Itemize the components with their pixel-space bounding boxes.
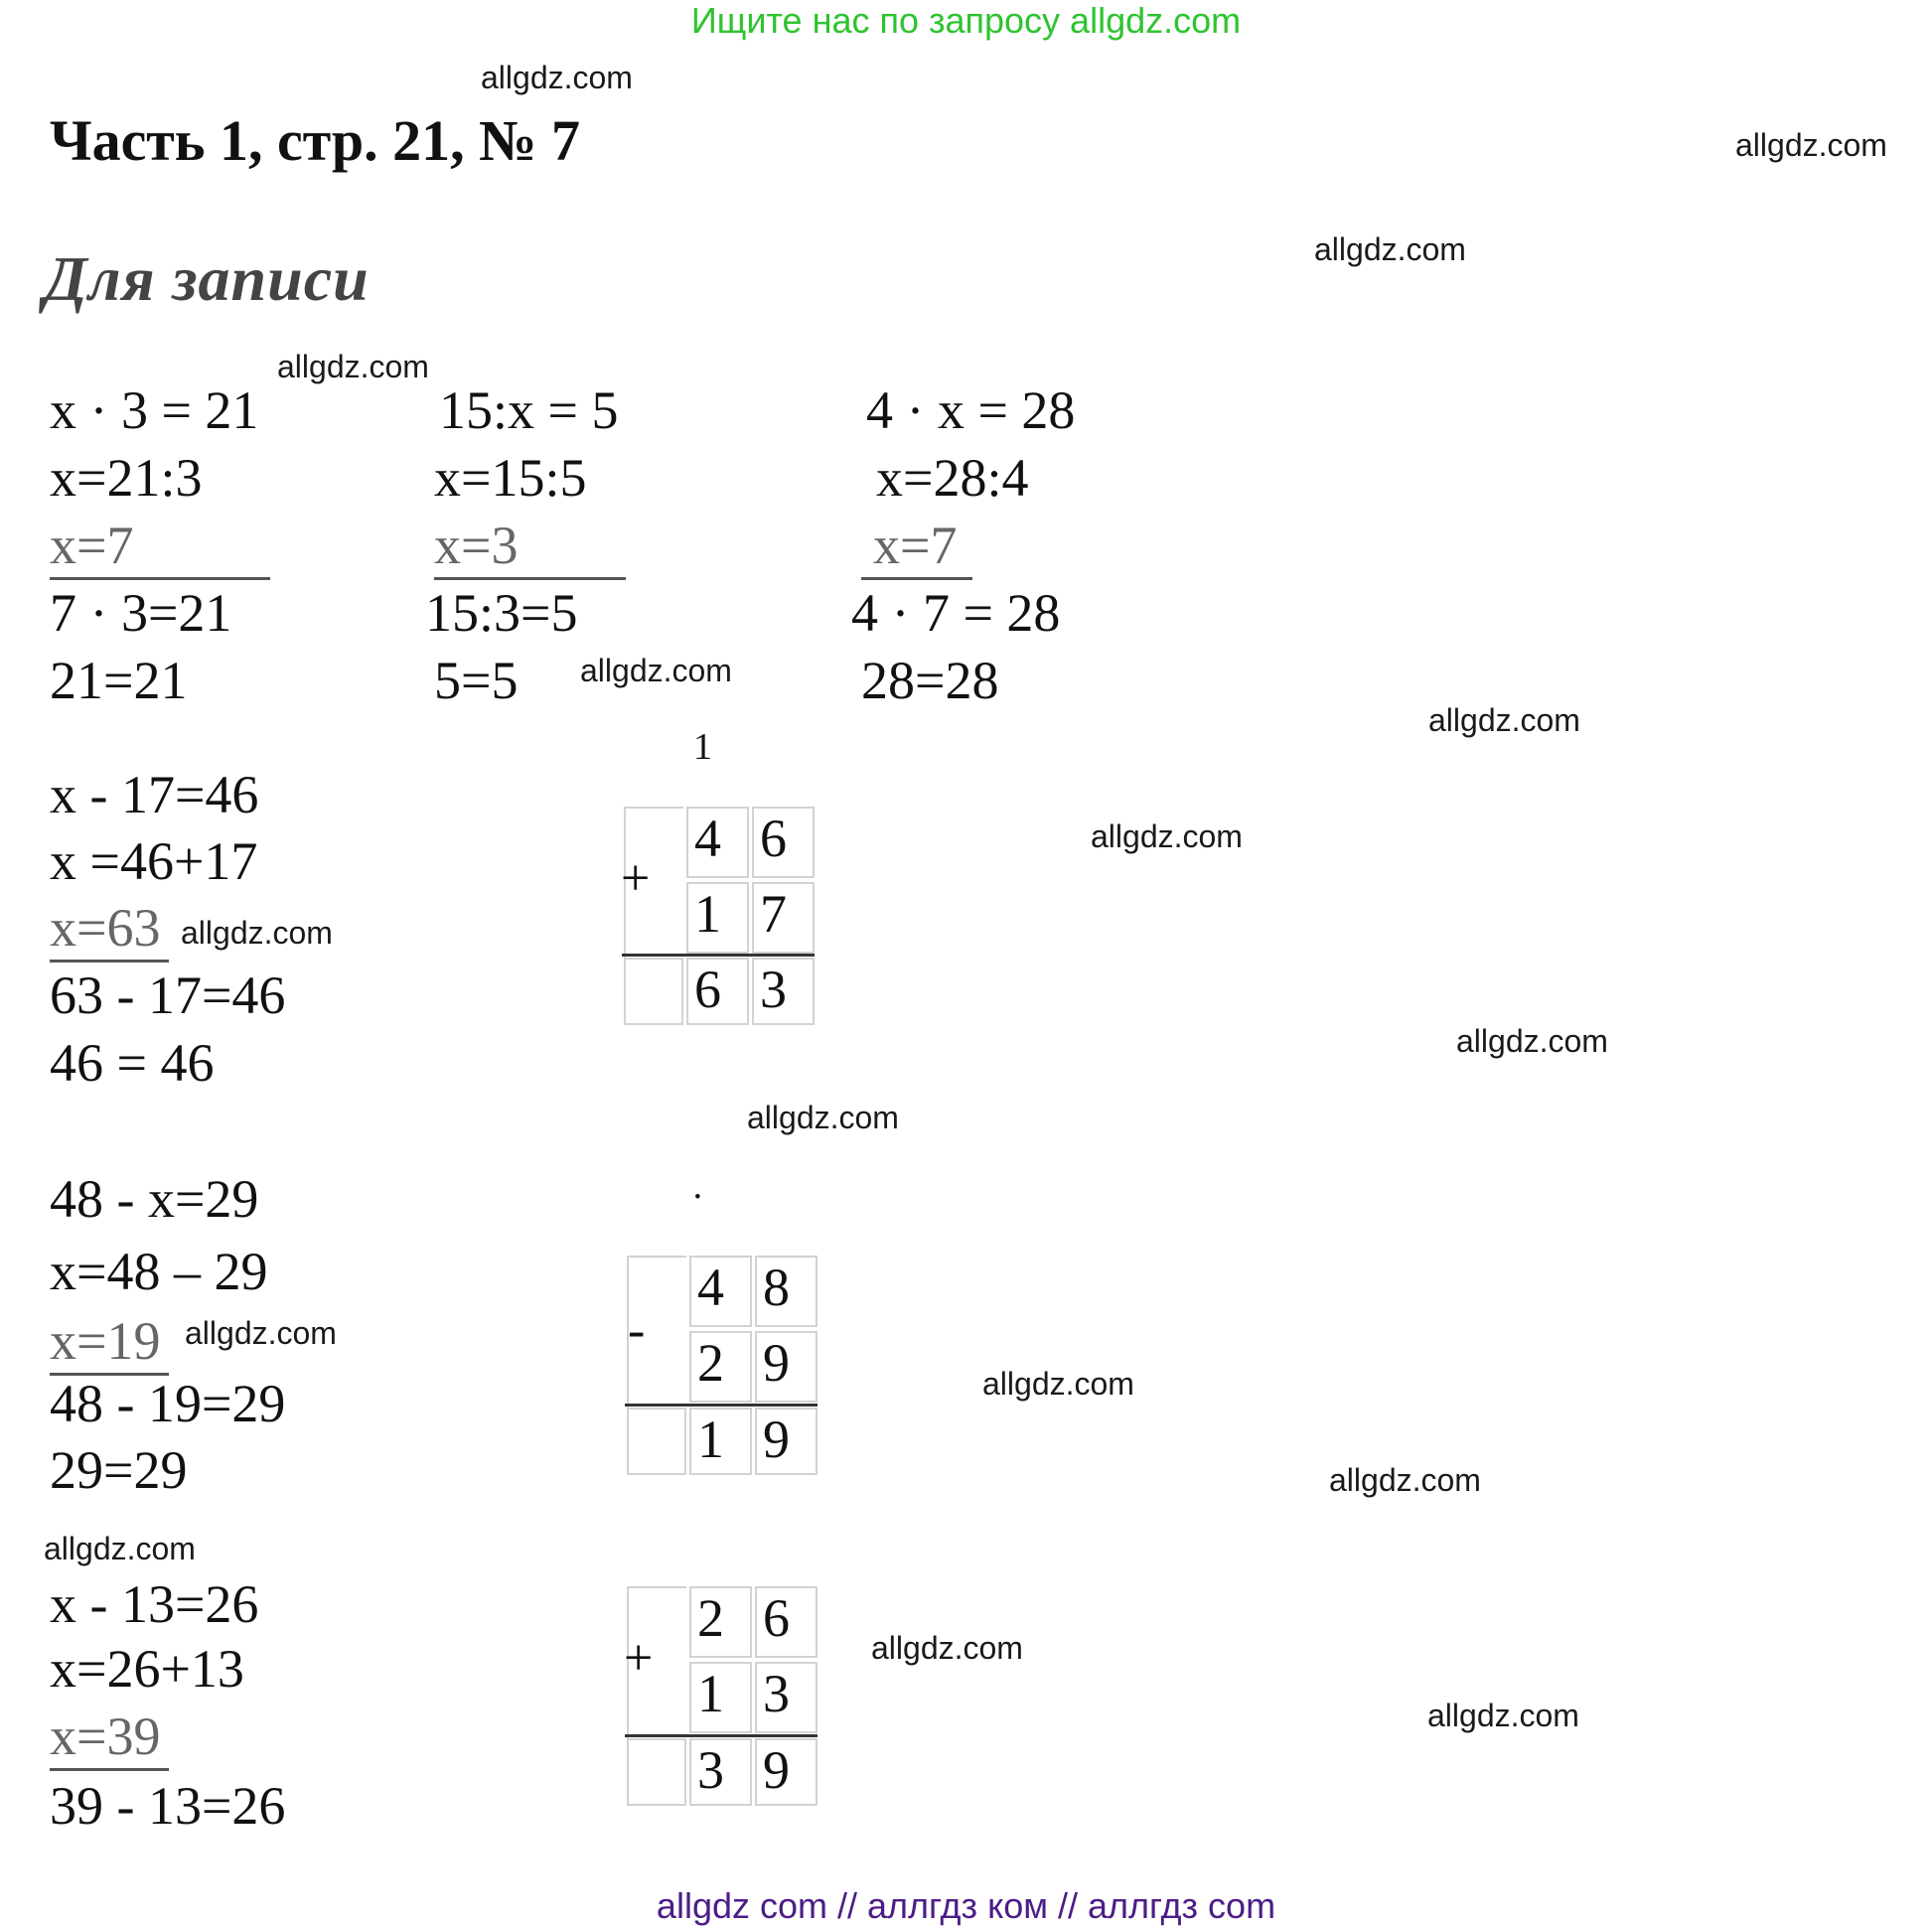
equation-check-result: 29=29 [50,1440,188,1500]
digit-cell: 4 [689,1256,752,1327]
sum-line [622,954,815,957]
watermark: allgdz.com [181,915,333,951]
watermark: allgdz.com [982,1366,1134,1402]
watermark: allgdz.com [481,60,633,95]
equation: 48 - x=29 [50,1169,259,1229]
equation-answer: x=7 [50,516,270,580]
equation-step: x=48 – 29 [50,1242,268,1301]
equation-check-result: 28=28 [861,651,999,710]
digit-cell: 3 [689,1738,752,1806]
watermark: allgdz.com [1456,1023,1608,1059]
equation-step: x=26+13 [50,1639,244,1699]
equation-answer: x=39 [50,1706,169,1771]
watermark: allgdz.com [1735,127,1887,163]
difference-line [625,1404,817,1407]
digit-cell: 9 [755,1331,817,1403]
watermark: allgdz.com [44,1531,196,1566]
watermark: allgdz.com [1329,1462,1481,1498]
equation-check: 39 - 13=26 [50,1776,286,1836]
equation-answer: x=3 [434,516,626,580]
plus-sign: + [624,1630,654,1687]
digit-cell: 9 [755,1408,817,1475]
minus-sign: - [628,1302,646,1359]
digit-cell: 9 [755,1738,817,1806]
watermark: allgdz.com [1427,1698,1579,1733]
digit-cell: 2 [689,1331,752,1403]
equation-answer: x=63 [50,898,169,963]
digit-cell: 2 [689,1586,752,1658]
equation-step: x=15:5 [434,448,587,508]
watermark: allgdz.com [1314,231,1466,267]
watermark: allgdz.com [185,1315,337,1351]
equation-step: x=28:4 [876,448,1029,508]
equation-answer: x=7 [861,516,972,580]
digit-cell: 4 [686,807,749,878]
digit-cell: 8 [755,1256,817,1327]
digit-cell: 1 [686,882,749,954]
digit-cell: 6 [686,958,749,1025]
equation: x - 17=46 [50,765,259,824]
top-banner: Ищите нас по запросу allgdz.com [690,0,1242,41]
footer-links[interactable]: allgdz com // аллгдз ком // аллгдз com [656,1885,1276,1926]
equation-check-result: 5=5 [434,651,519,710]
watermark: allgdz.com [871,1630,1023,1666]
equation: 15:x = 5 [439,380,619,440]
digit-cell: 6 [752,807,815,878]
sum-line [625,1734,817,1737]
equation: x · 3 = 21 [50,380,259,440]
watermark: allgdz.com [1091,818,1243,854]
equation-check: 4 · 7 = 28 [851,583,1061,643]
watermark: allgdz.com [277,349,429,384]
equation-check-result: 46 = 46 [50,1033,215,1093]
digit-cell: 6 [755,1586,817,1658]
watermark: allgdz.com [580,653,732,688]
equation-answer: x=19 [50,1311,169,1376]
equation: 4 · x = 28 [866,380,1076,440]
digit-cell: 3 [755,1662,817,1733]
equation-check: 15:3=5 [425,583,578,643]
equation-check: 63 - 17=46 [50,965,286,1025]
watermark: allgdz.com [747,1100,899,1135]
digit-cell: 7 [752,882,815,954]
equation-step: x =46+17 [50,831,258,891]
page-title: Часть 1, стр. 21, № 7 [50,108,580,173]
carry-dot: · [691,1176,704,1218]
digit-cell: 3 [752,958,815,1025]
equation: x - 13=26 [50,1574,259,1634]
equation-check: 7 · 3=21 [50,583,232,643]
watermark: allgdz.com [1428,702,1580,738]
plus-sign: + [621,850,651,907]
section-subtitle: Для записи [44,243,370,314]
equation-check-result: 21=21 [50,651,188,710]
equation-check: 48 - 19=29 [50,1374,286,1433]
digit-cell: 1 [689,1662,752,1733]
equation-step: x=21:3 [50,448,203,508]
carry-digit: 1 [693,726,712,768]
digit-cell: 1 [689,1408,752,1475]
